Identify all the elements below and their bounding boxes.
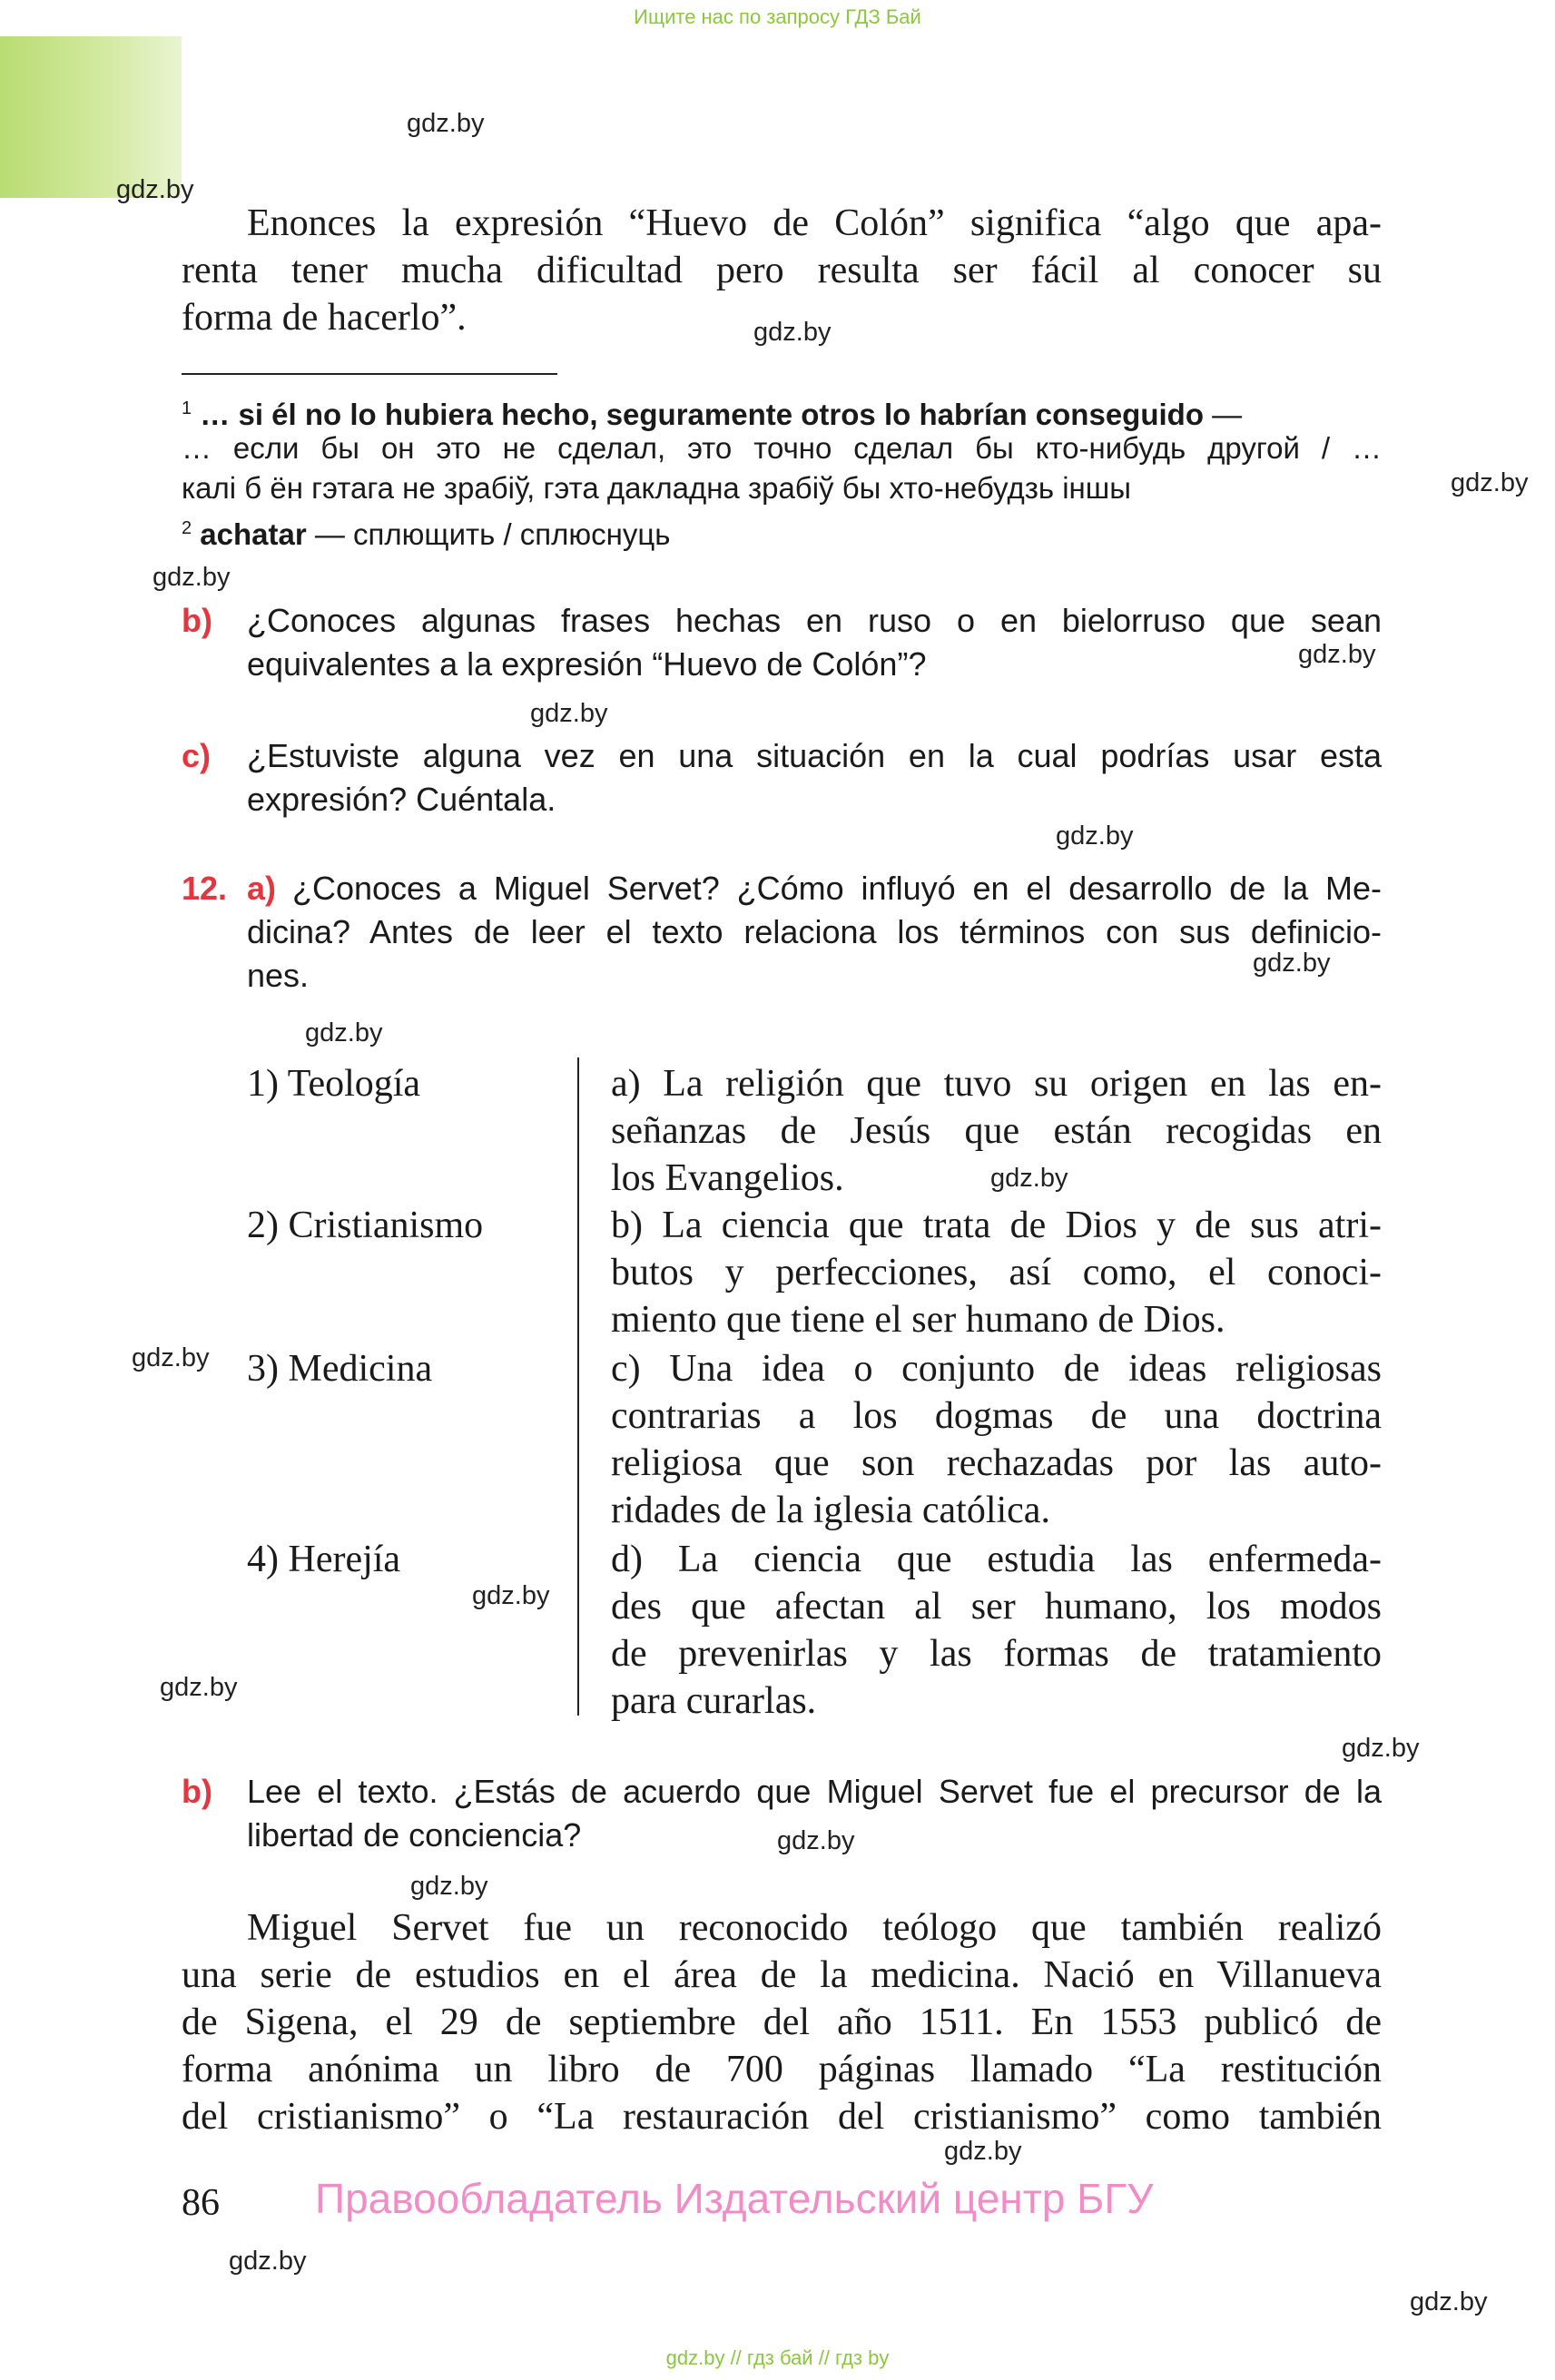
watermark: gdz.by	[1253, 949, 1331, 978]
watermark: gdz.by	[472, 1581, 550, 1610]
watermark: gdz.by	[116, 175, 194, 204]
definition-c	[611, 1345, 1382, 1534]
text-line: forma de hacerlo”.	[182, 297, 467, 339]
task-b-text	[247, 599, 1382, 686]
watermark: gdz.by	[1342, 1734, 1420, 1763]
footnote-2	[182, 508, 1382, 551]
servet-paragraph	[182, 1904, 1382, 2140]
definition-b	[611, 1202, 1382, 1343]
watermark: gdz.by	[410, 1872, 488, 1901]
definition-a	[611, 1060, 1382, 1202]
text-line: dicina? Antes de leer el texto relaciona los términos con sus definicio-	[247, 913, 1382, 950]
text-line: d) La ciencia que estudia las enfermeda-	[611, 1539, 1382, 1580]
top-banner: Ищите нас по запросу ГДЗ Бай	[634, 5, 921, 28]
footer-links[interactable]: gdz.by // гдз бай // гдз by	[665, 2346, 890, 2369]
footnote-marker: 1	[182, 398, 192, 418]
footnotes	[182, 388, 1382, 551]
text-line: ¿Estuviste alguna vez en una situación en la cual podrías usar esta	[247, 737, 1382, 774]
text-line: renta tener mucha dificultad pero resulta ser fácil al conocer su	[182, 250, 1382, 291]
footnote-dash: —	[1203, 398, 1243, 431]
text-line: c) Una idea o conjunto de ideas religiosas	[611, 1348, 1382, 1390]
watermark: gdz.by	[153, 563, 231, 592]
watermark: gdz.by	[990, 1164, 1068, 1193]
text-line: los Evangelios.	[611, 1157, 844, 1199]
copyright-notice: Правообладатель Издательский центр БГУ	[315, 2175, 1154, 2222]
watermark: gdz.by	[753, 318, 832, 347]
task-12a-label: a)	[247, 870, 277, 907]
task-12-number: 12.	[182, 870, 228, 907]
text-line: miento que tiene el ser humano de Dios.	[611, 1299, 1225, 1341]
task-12a-text	[247, 867, 1382, 998]
watermark: gdz.by	[160, 1673, 238, 1702]
footnote-marker: 2	[182, 518, 192, 538]
task-12b-label: b)	[182, 1773, 212, 1810]
footnote-1-translation-ru: … если бы он это не сделал, это точно сделал бы кто-нибудь другой / …	[182, 431, 1382, 465]
task-b-label: b)	[182, 602, 212, 639]
text-line: señanzas de Jesús que están recogidas en	[611, 1110, 1382, 1152]
watermark: gdz.by	[777, 1826, 855, 1855]
footnote-divider	[182, 373, 557, 375]
text-line: des que afectan al ser humano, los modos	[611, 1586, 1382, 1628]
term-2: 2) Cristianismo	[247, 1205, 484, 1246]
watermark: gdz.by	[407, 109, 485, 138]
text-line: ridades de la iglesia católica.	[611, 1490, 1050, 1531]
term-1: 1) Teología	[247, 1063, 421, 1105]
text-line: Miguel Servet fue un reconocido teólogo que también realizó	[247, 1907, 1382, 1949]
text-line: a) La religión que tuvo su origen en las en-	[611, 1063, 1382, 1105]
footnote-phrase: … si él no lo hubiera hecho, seguramente otros lo habrían conseguido	[200, 398, 1204, 431]
text-line: forma anónima un libro de 700 páginas llamado “La restitución	[182, 2049, 1382, 2090]
text-line: Lee el texto. ¿Estás de acuerdo que Miguel Servet fue el precursor de la	[247, 1773, 1382, 1810]
matching-divider	[577, 1057, 579, 1716]
definition-d	[611, 1536, 1382, 1725]
watermark: gdz.by	[305, 1018, 383, 1047]
text-line: religiosa que son rechazadas por las auto-	[611, 1442, 1382, 1484]
text-line: Enonces la expresión “Huevo de Colón” significa “algo que apa-	[247, 202, 1382, 244]
watermark: gdz.by	[1410, 2287, 1488, 2316]
text-line: butos y perfecciones, así como, el conoci-	[611, 1252, 1382, 1293]
text-line: del cristianismo” o “La restauración del cristianismo” como también	[182, 2096, 1382, 2138]
term-3: 3) Medicina	[247, 1348, 433, 1390]
task-c-text	[247, 734, 1382, 821]
watermark: gdz.by	[132, 1343, 210, 1372]
text-line: contrarias a los dogmas de una doctrina	[611, 1395, 1382, 1437]
footnote-1-translation-be: калі б ён гэтага не зрабіў, гэта дакладна зрабіў бы хто-небудзь іншы	[182, 471, 1131, 505]
text-line: de prevenirlas y las formas de tratamiento	[611, 1633, 1382, 1675]
text-line: expresión? Cuéntala.	[247, 781, 556, 818]
text-line: de Sigena, el 29 de septiembre del año 1511. En 1553 publicó de	[182, 2001, 1382, 2043]
text-line: nes.	[247, 957, 310, 994]
text-line: equivalentes a la expresión “Huevo de Colón”?	[247, 645, 927, 683]
watermark: gdz.by	[229, 2247, 307, 2276]
page-corner-tab	[0, 36, 182, 198]
watermark: gdz.by	[1298, 640, 1376, 669]
text-line: una serie de estudios en el área de la medicina. Nació en Villanueva	[182, 1954, 1382, 1996]
page-number: 86	[182, 2182, 220, 2224]
text-line: libertad de conciencia?	[247, 1816, 582, 1854]
task-12b-text	[247, 1770, 1382, 1857]
text-line: ¿Conoces algunas frases hechas en ruso o en bielorruso que sean	[247, 602, 1382, 639]
watermark: gdz.by	[944, 2137, 1022, 2166]
watermark: gdz.by	[530, 699, 608, 728]
watermark: gdz.by	[1451, 468, 1529, 497]
text-line: para curarlas.	[611, 1680, 817, 1722]
footnote-translation: — сплющить / сплюснуць	[306, 517, 671, 551]
text-line: ¿Conoces a Miguel Servet? ¿Cómo influyó en el desarrollo de la Me-	[292, 870, 1382, 907]
footnote-word: achatar	[200, 517, 307, 551]
task-c-label: c)	[182, 737, 212, 774]
text-line: b) La ciencia que trata de Dios y de sus atri-	[611, 1205, 1382, 1246]
watermark: gdz.by	[1056, 821, 1134, 851]
term-4: 4) Herejía	[247, 1539, 401, 1580]
intro-paragraph	[182, 200, 1382, 341]
footnote-1	[182, 388, 1382, 431]
